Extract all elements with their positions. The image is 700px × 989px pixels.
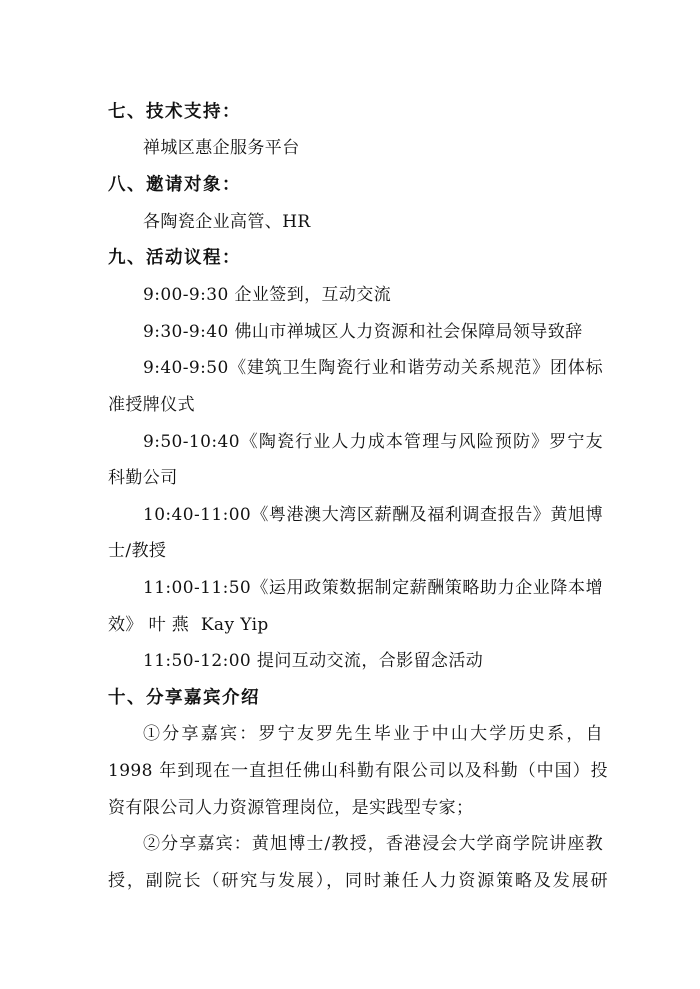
section-heading-tech-support: 七、技术支持： <box>108 102 241 122</box>
agenda-item-5-cont: 士/教授 <box>108 541 167 561</box>
invitees-text: 各陶瓷企业高管、HR <box>143 212 311 232</box>
section-heading-invitees: 八、邀请对象： <box>108 175 241 195</box>
agenda-item-6-cont: 效》 叶 燕 Kay Yip <box>108 615 269 635</box>
tech-support-text: 禅城区惠企服务平台 <box>143 138 300 158</box>
agenda-item-7: 11:50-12:00 提问互动交流，合影留念活动 <box>143 651 484 671</box>
section-heading-agenda: 九、活动议程： <box>108 248 241 268</box>
agenda-item-4: 9:50-10:40《陶瓷行业人力成本管理与风险预防》罗宁友 <box>143 432 603 452</box>
speaker-intro-2-cont: 授，副院长（研究与发展），同时兼任人力资源策略及发展研 <box>108 871 608 891</box>
agenda-item-3-cont: 准授牌仪式 <box>108 395 195 415</box>
agenda-item-1: 9:00-9:30 企业签到，互动交流 <box>143 285 392 305</box>
speaker-intro-1: ①分享嘉宾：罗宁友罗先生毕业于中山大学历史系，自 <box>143 724 603 744</box>
speaker-intro-1-cont: 1998 年到现在一直担任佛山科勤有限公司以及科勤（中国）投 <box>108 761 608 781</box>
speaker-intro-2: ②分享嘉宾：黄旭博士/教授，香港浸会大学商学院讲座教 <box>143 834 603 854</box>
agenda-item-6: 11:00-11:50《运用政策数据制定薪酬策略助力企业降本增 <box>143 578 603 598</box>
agenda-item-3: 9:40-9:50《建筑卫生陶瓷行业和谐劳动关系规范》团体标 <box>143 358 603 378</box>
agenda-item-5: 10:40-11:00《粤港澳大湾区薪酬及福利调查报告》黄旭博 <box>143 505 603 525</box>
agenda-item-2: 9:30-9:40 佛山市禅城区人力资源和社会保障局领导致辞 <box>143 322 583 342</box>
agenda-item-4-cont: 科勤公司 <box>108 468 178 488</box>
section-heading-speakers: 十、分享嘉宾介绍 <box>108 688 260 708</box>
speaker-intro-1-cont-2: 资有限公司人力资源管理岗位，是实践型专家； <box>108 798 474 818</box>
